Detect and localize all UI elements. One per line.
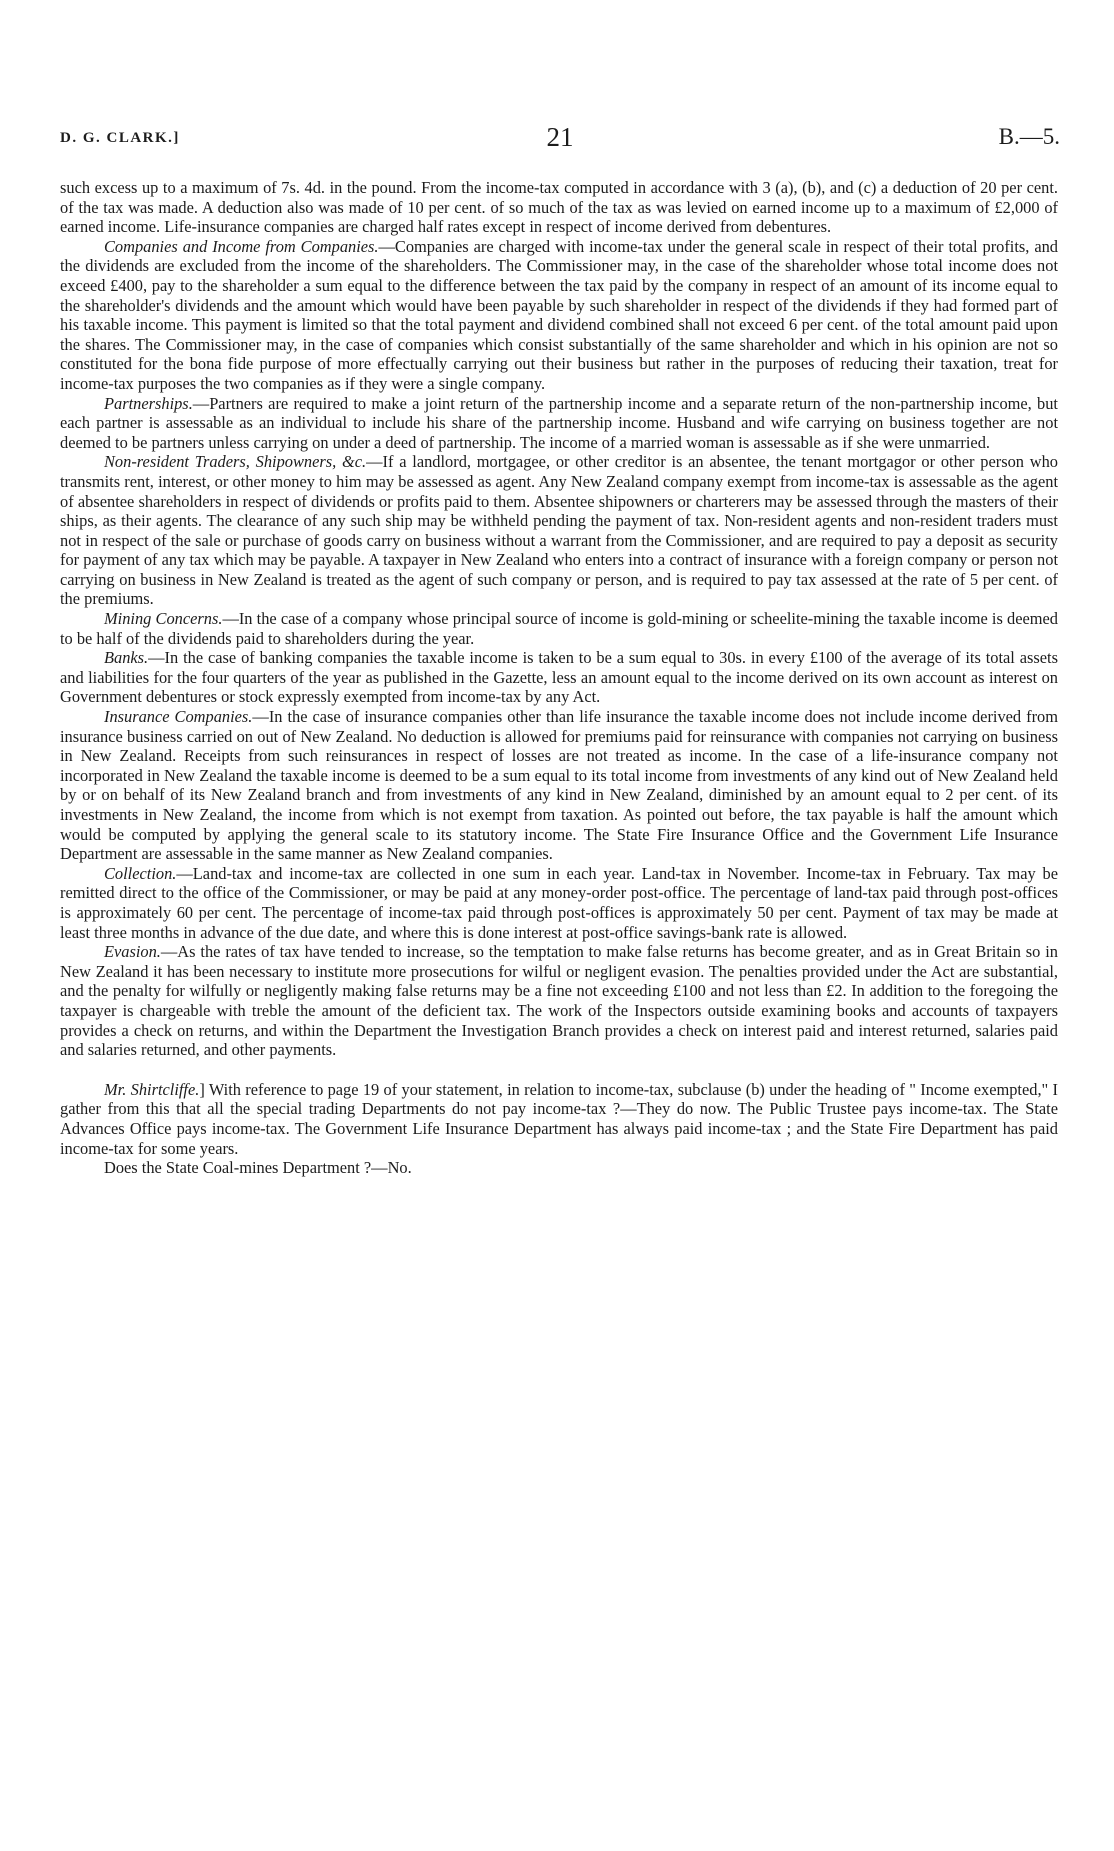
paragraph-income-tax-continued (60, 178, 1058, 237)
speaker-name: Mr. Shirtcliffe. (104, 1079, 200, 1099)
body-text (60, 178, 1058, 1178)
paragraph-text: —In the case of a company whose principal source of income is gold-mining or scheelite-mining the taxable income is deemed to be half of the dividends paid to shareholders during the year. (60, 609, 1058, 648)
paragraph-text: such excess up to a maximum of 7s. 4d. in the pound. From the income-tax computed in accordance with 3 (a), (b), and (c) a deduction of 20 per cent. of the tax was made. A deduction also was made of 10 per cent. of so much of the tax as was levied on earned income up to a maximum of £2,000 of earned income. Life-insurance companies are charged half rates except in respect of income derived from debentures. (60, 178, 1058, 237)
document-reference: B.—5. (998, 124, 1060, 149)
paragraph-text: —In the case of banking companies the taxable income is taken to be a sum equal to 30s. in every £100 of the average of its total assets and liabilities for the four quarters of the year as published in the Gazette, less an amount equal to the income derived on its own account as interest on Government debentures or stock expressly exempted from income-tax by any Act. (60, 648, 1058, 707)
author-reference: D. G. CLARK.] (60, 130, 180, 146)
paragraph-heading: Collection. (104, 863, 177, 883)
paragraph-text: ] With reference to page 19 of your statement, in relation to income-tax, subclause (b) under the heading of " Income exempted," I gather from this that all the special trading Departments do not pay income-tax ?—They do now. The Public Trustee pays income-tax. The State Advances Office pays income-tax. The Government Life Insurance Department has always paid income-tax ; and the State Fire Department has paid income-tax for some years. (60, 1079, 1059, 1158)
paragraph-collection (60, 864, 1058, 942)
paragraph-coal-mines-question (60, 1158, 1058, 1178)
paragraph-banks (60, 648, 1058, 707)
paragraph-text: —Partners are required to make a joint return of the partnership income and a separate return of the non-partnership income, but each partner is assessable as an individual to include his share of the partnership income. Husband and wife carrying on business together are not deemed to be partners unless carrying on under a deed of partnership. The income of a married woman is assessable as if she were unmarried. (60, 393, 1058, 452)
paragraph-heading: Companies and Income from Companies. (104, 236, 379, 256)
paragraph-shirtcliffe-question (60, 1080, 1058, 1158)
paragraph-text: —In the case of insurance companies other than life insurance the taxable income does not include income derived from insurance business carried on out of New Zealand. No deduction is allowed for premiums paid for reinsurance with companies not carrying on business in New Zealand. Receipts from such reinsurances in respect of losses are not treated as income. In the case of a life-insurance company not incorporated in New Zealand the taxable income is deemed to be a sum equal to its total income from investments of any kind out of New Zealand held by or on behalf of its New Zealand branch and from investments of any kind in New Zealand, diminished by an amount equal to 2 per cent. of its investments in New Zealand, the income from which is not exempt from taxation. As pointed out before, the tax payable is half the amount which would be computed by applying the general scale to its statutory income. The State Fire Insurance Office and the Government Life Insurance Department are assessable in the same manner as New Zealand companies. (60, 707, 1058, 864)
paragraph-text: —As the rates of tax have tended to increase, so the temptation to make false returns has become greater, and as in Great Britain so in New Zealand it has been necessary to institute more prosecutions for wilful or negligent evasion. The penalties provided under the Act are substantial, and the penalty for wilfully or negligently making false returns may be a fine not exceeding £100 and not less than £2. In addition to the foregoing the taxpayer is chargeable with treble the amount of the deficient tax. The work of the Inspectors outside examining books and accounts of taxpayers provides a check on returns, and within the Department the Investigation Branch provides a check on interest paid and interest returned, salaries paid and salaries returned, and other payments. (60, 942, 1058, 1060)
paragraph-text: —If a landlord, mortgagee, or other creditor is an absentee, the tenant mortgagor or other person who transmits rent, interest, or other money to him may be assessed as agent. Any New Zealand company exempt from income-tax is assessable as the agent of absentee shareholders in respect of dividends or profits paid to them. Absentee shipowners or charterers may be assessed through the masters of their ships, as their agents. The clearance of any such ship may be withheld pending the payment of tax. Non-resident agents and non-resident traders must not in respect of the sale or purchase of goods carry on business without a warrant from the Commissioner, and are required to pay a deposit as security for payment of any tax which may be payable. A taxpayer in New Zealand who enters into a contract of insurance with a foreign company or person not carrying on business in New Zealand is treated as the agent of such company or person, and is required to pay tax assessed at the rate of 5 per cent. of the premiums. (60, 452, 1058, 609)
paragraph-insurance (60, 707, 1058, 864)
paragraph-mining (60, 609, 1058, 648)
paragraph-heading: Mining Concerns. (104, 609, 223, 629)
paragraph-text: Does the State Coal-mines Department ?—No. (104, 1158, 412, 1178)
paragraph-text: —Companies are charged with income-tax under the general scale in respect of their total profits, and the dividends are excluded from the income of the shareholders. The Commissioner may, in the case of the shareholder whose total income does not exceed £400, pay to the shareholder a sum equal to the difference between the tax paid by the company in respect of an amount of its income equal to the shareholder's dividends and the amount which would have been payable by such shareholder in respect of the dividends if they had formed part of his taxable income. This payment is limited so that the total payment and dividend combined shall not exceed 6 per cent. of the total amount paid upon the shares. The Commissioner may, in the case of companies which consist substantially of the same shareholder and which in his opinion are not so constituted for the bona fide purpose of more effectually carrying out their business but rather in the purposes of reducing their taxation, treat for income-tax purposes the two companies as if they were a single company. (60, 236, 1058, 393)
paragraph-non-resident (60, 452, 1058, 609)
paragraph-partnerships (60, 394, 1058, 453)
paragraph-companies (60, 237, 1058, 394)
page-number: 21 (546, 122, 574, 152)
paragraph-heading: Non-resident Traders, Shipowners, &c. (104, 452, 367, 472)
paragraph-text: —Land-tax and income-tax are collected in one sum in each year. Land-tax in November. Income-tax in February. Tax may be remitted direct to the office of the Commissioner, or may be paid at any money-order post-office. The percentage of land-tax paid through post-offices is approximately 60 per cent. The percentage of income-tax paid through post-offices is approximately 50 per cent. Payment of tax may be made at least three months in advance of the due date, and where this is done interest at post-office savings-bank rate is allowed. (60, 863, 1058, 942)
page-header (60, 122, 1060, 158)
paragraph-evasion (60, 942, 1058, 1060)
paragraph-heading: Insurance Companies. (104, 707, 253, 727)
paragraph-heading: Banks. (104, 648, 149, 668)
paragraph-heading: Evasion. (104, 942, 161, 962)
paragraph-heading: Partnerships. (104, 393, 193, 413)
